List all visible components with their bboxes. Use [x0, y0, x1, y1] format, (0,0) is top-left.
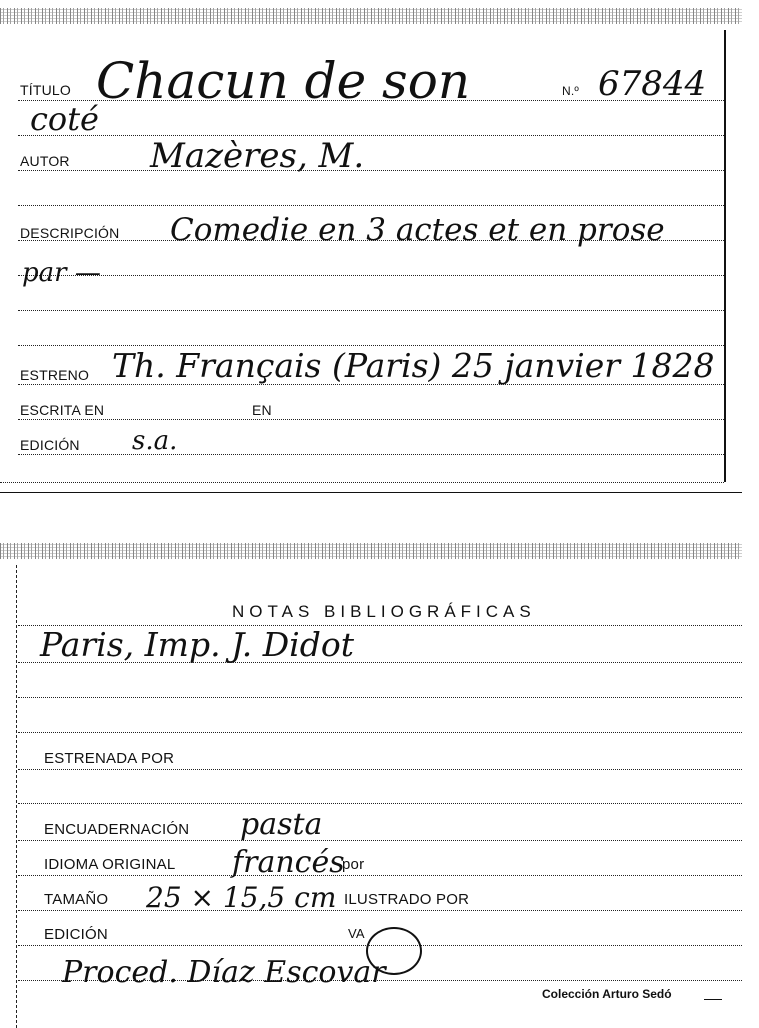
nota-value: Paris, Imp. J. Didot: [40, 625, 354, 664]
footer-rule: [704, 999, 722, 1000]
rule: [18, 170, 724, 171]
rule: [18, 205, 724, 206]
escrita-en-label: ESCRITA EN: [20, 402, 105, 418]
numero-label: N.º: [562, 84, 579, 98]
rule: [18, 697, 742, 698]
descripcion-value-cont: par —: [22, 258, 101, 288]
numero-value: 67844: [598, 64, 707, 104]
estrenada-por-label: ESTRENADA POR: [44, 750, 175, 767]
encuadernacion-value: pasta: [240, 807, 323, 842]
card-top-bottom-edge: [0, 492, 742, 493]
rule: [18, 419, 724, 420]
estreno-value: Th. Français (Paris) 25 janvier 1828: [112, 346, 715, 385]
rule: [18, 732, 742, 733]
estreno-label: ESTRENO: [20, 367, 90, 383]
autor-label: AUTOR: [20, 153, 70, 169]
rule: [18, 275, 724, 276]
card-top-edge: [0, 8, 742, 24]
tamano-label: TAMAÑO: [44, 891, 109, 908]
ilustrado-por-label: ILUSTRADO POR: [344, 891, 470, 908]
rule: [18, 910, 742, 911]
tamano-value: 25 × 15,5 cm: [146, 881, 337, 914]
rule: [0, 482, 724, 483]
titulo-label: TÍTULO: [20, 82, 71, 98]
va-label: VA: [348, 926, 365, 941]
descripcion-value: Comedie en 3 actes et en prose: [170, 212, 665, 248]
catalog-card-bottom: [0, 535, 759, 1028]
card-top-right-border: [724, 30, 726, 482]
encuadernacion-label: ENCUADERNACIÓN: [44, 821, 190, 838]
procedencia-value: Proced. Díaz Escovar: [62, 955, 386, 990]
coleccion-footer: Colección Arturo Sedó: [542, 987, 672, 1001]
rule: [18, 135, 724, 136]
titulo-value: Chacun de son: [96, 52, 471, 110]
notas-heading: NOTAS BIBLIOGRÁFICAS: [232, 602, 536, 621]
rule: [18, 803, 742, 804]
titulo-value-cont: coté: [30, 100, 99, 138]
idioma-original-label: IDIOMA ORIGINAL: [44, 856, 176, 873]
edicion-value: s.a.: [132, 426, 178, 456]
autor-value: Mazères, M.: [150, 136, 365, 176]
descripcion-label: DESCRIPCIÓN: [20, 225, 120, 241]
card-bottom-left-border: [16, 565, 17, 1028]
escrita-en-en-label: EN: [252, 402, 272, 418]
edicion-label: EDICIÓN: [20, 437, 80, 453]
rule: [18, 840, 742, 841]
rule: [18, 454, 724, 455]
catalog-card-top: [0, 0, 759, 495]
edicion-bottom-label: EDICIÓN: [44, 926, 108, 943]
rule: [18, 875, 742, 876]
idioma-por-label: por: [342, 856, 365, 873]
rule: [18, 310, 724, 311]
idioma-original-value: francés: [232, 845, 345, 880]
card-bottom-edge: [0, 543, 742, 559]
rule: [18, 769, 742, 770]
